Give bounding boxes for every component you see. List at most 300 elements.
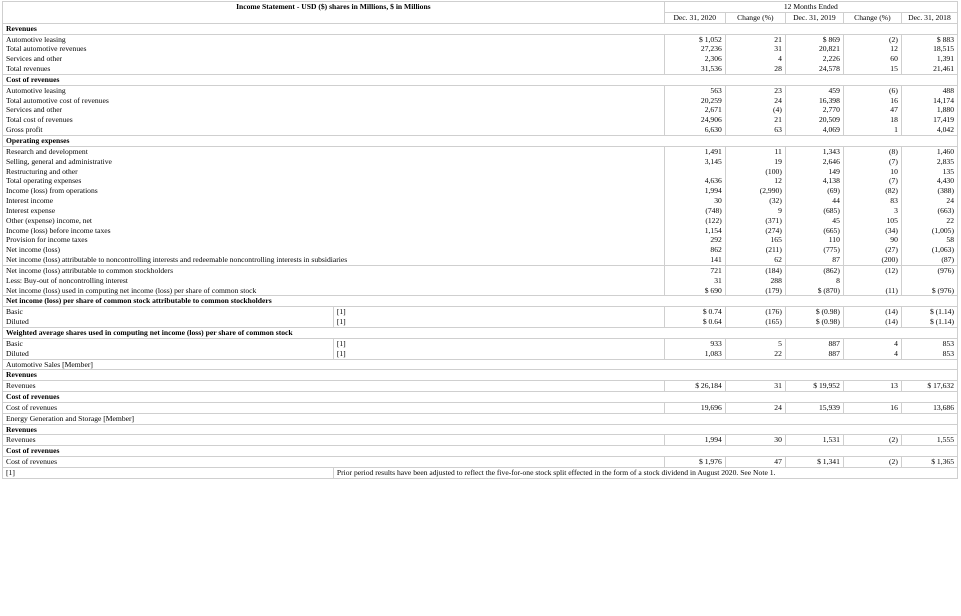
cell-value: $ 1,052 bbox=[699, 34, 722, 44]
section-heading: Cost of revenues bbox=[3, 392, 958, 403]
cell-value: $ (870) bbox=[817, 285, 840, 295]
section-heading: Net income (loss) per share of common stock attributable to common stockholders bbox=[3, 296, 958, 307]
row-labels bbox=[3, 307, 334, 328]
cell-value: (165) bbox=[765, 317, 782, 327]
row-label: Total automotive cost of revenues bbox=[6, 95, 109, 105]
cell-value: 12 bbox=[774, 176, 782, 186]
row-label: Automotive leasing bbox=[6, 85, 66, 95]
table-row bbox=[3, 402, 958, 413]
cell-value: 15 bbox=[890, 64, 898, 74]
value-cell bbox=[843, 402, 901, 413]
row-label: Income (loss) from operations bbox=[6, 186, 98, 196]
section-row bbox=[3, 446, 958, 457]
cell-value: 1,531 bbox=[822, 435, 840, 445]
value-cell bbox=[785, 85, 843, 135]
cell-value: (11) bbox=[885, 285, 898, 295]
cell-value: (4) bbox=[773, 105, 782, 115]
value-cell bbox=[664, 34, 725, 74]
cell-value bbox=[847, 276, 898, 286]
cell-value: 1,460 bbox=[936, 146, 954, 156]
column-header: Dec. 31, 2020 bbox=[664, 12, 725, 23]
cell-value: (32) bbox=[769, 196, 782, 206]
value-cell bbox=[725, 402, 785, 413]
cell-value: 933 bbox=[710, 338, 722, 348]
cell-value: 60 bbox=[890, 54, 898, 64]
cell-value: 149 bbox=[828, 166, 840, 176]
value-cell bbox=[785, 146, 843, 265]
cell-value: (7) bbox=[889, 156, 898, 166]
cell-value: 6,630 bbox=[704, 125, 722, 135]
row-label: Basic bbox=[6, 307, 23, 317]
cell-value: (200) bbox=[881, 255, 898, 265]
cell-value: $ 1,341 bbox=[817, 457, 840, 467]
value-cell bbox=[725, 146, 785, 265]
cell-value: (371) bbox=[765, 215, 782, 225]
cell-value: (1,063) bbox=[931, 245, 954, 255]
cell-value: (8) bbox=[889, 146, 898, 156]
section-row bbox=[3, 413, 958, 424]
cell-value: 4,069 bbox=[822, 125, 840, 135]
cell-value: (2,990) bbox=[759, 186, 782, 196]
cell-value: $ 19,952 bbox=[813, 381, 840, 391]
cell-value: (69) bbox=[827, 186, 840, 196]
value-cell bbox=[843, 381, 901, 392]
row-label: Automotive leasing bbox=[6, 34, 66, 44]
cell-value: 721 bbox=[710, 265, 722, 275]
cell-value: 22 bbox=[946, 215, 954, 225]
section-heading: Operating expenses bbox=[3, 135, 958, 146]
section-row bbox=[3, 328, 958, 339]
cell-value: 4,430 bbox=[936, 176, 954, 186]
cell-value: (748) bbox=[705, 205, 722, 215]
value-cell bbox=[664, 402, 725, 413]
row-label: Net income (loss) attributable to common stockholders bbox=[6, 265, 174, 275]
row-label: Diluted bbox=[6, 317, 29, 327]
row-label: Gross profit bbox=[6, 125, 43, 135]
cell-value: 19,696 bbox=[700, 402, 722, 412]
cell-value: 83 bbox=[890, 196, 898, 206]
value-cell bbox=[901, 34, 957, 74]
section-heading: Weighted average shares used in computing net income (loss) per share of common stock bbox=[3, 328, 958, 339]
cell-value: 1,491 bbox=[704, 146, 722, 156]
cell-value: 853 bbox=[942, 338, 954, 348]
cell-value: $ (1.14) bbox=[929, 317, 954, 327]
cell-value: (665) bbox=[823, 225, 840, 235]
cell-value: (2) bbox=[889, 435, 898, 445]
statement-title: Income Statement - USD ($) shares in Millions, $ in Millions bbox=[3, 2, 665, 24]
section-row bbox=[3, 370, 958, 381]
value-cell bbox=[843, 265, 901, 296]
row-labels bbox=[3, 85, 665, 135]
cell-value bbox=[905, 276, 954, 286]
cell-value: 20,509 bbox=[818, 115, 840, 125]
income-statement-table bbox=[2, 1, 958, 479]
cell-value: 288 bbox=[770, 275, 782, 285]
cell-value: 62 bbox=[774, 255, 782, 265]
cell-value: (27) bbox=[885, 245, 898, 255]
value-cell bbox=[843, 338, 901, 359]
section-heading: Revenues bbox=[3, 23, 958, 34]
row-label: Cost of revenues bbox=[6, 402, 58, 412]
row-labels bbox=[3, 402, 665, 413]
table-row bbox=[3, 307, 958, 328]
cell-value bbox=[668, 167, 722, 177]
cell-value: 135 bbox=[942, 166, 954, 176]
cell-value: 3,145 bbox=[704, 156, 722, 166]
cell-value: $ (0.98) bbox=[815, 307, 840, 317]
cell-value: 563 bbox=[710, 85, 722, 95]
footnote-row bbox=[3, 467, 958, 478]
cell-value: (211) bbox=[765, 245, 782, 255]
cell-value: (663) bbox=[937, 205, 954, 215]
cell-value: 4 bbox=[778, 54, 782, 64]
row-label: Restructuring and other bbox=[6, 166, 78, 176]
table-row bbox=[3, 34, 958, 74]
cell-value: 13,686 bbox=[933, 402, 954, 412]
cell-value: $ (1.14) bbox=[929, 307, 954, 317]
value-cell bbox=[901, 85, 957, 135]
section-row bbox=[3, 424, 958, 435]
cell-value: 45 bbox=[832, 215, 840, 225]
value-cell bbox=[664, 146, 725, 265]
row-labels bbox=[3, 381, 665, 392]
value-cell bbox=[664, 85, 725, 135]
cell-value: 4 bbox=[894, 348, 898, 358]
cell-value: 887 bbox=[828, 348, 840, 358]
cell-value: 5 bbox=[778, 338, 782, 348]
cell-value: 12 bbox=[890, 44, 898, 54]
cell-value: (82) bbox=[885, 186, 898, 196]
value-cell bbox=[843, 307, 901, 328]
column-header: Change (%) bbox=[725, 12, 785, 23]
cell-value: (862) bbox=[823, 265, 840, 275]
row-label: Total cost of revenues bbox=[6, 115, 73, 125]
cell-value: 24,578 bbox=[818, 64, 840, 74]
value-cell bbox=[664, 381, 725, 392]
segment-label: Energy Generation and Storage [Member] bbox=[3, 413, 958, 424]
cell-value: $ 17,632 bbox=[927, 381, 954, 391]
table-row bbox=[3, 381, 958, 392]
cell-value: 4,138 bbox=[822, 176, 840, 186]
value-cell bbox=[664, 338, 725, 359]
cell-value: (176) bbox=[765, 307, 782, 317]
cell-value: 1,994 bbox=[704, 186, 722, 196]
cell-value: 2,306 bbox=[704, 54, 722, 64]
cell-value: 20,821 bbox=[818, 44, 840, 54]
cell-value: 47 bbox=[774, 457, 782, 467]
cell-value: 13 bbox=[890, 381, 898, 391]
cell-value: $ 0.74 bbox=[702, 307, 722, 317]
row-label: Interest expense bbox=[6, 205, 56, 215]
cell-value: 31 bbox=[714, 275, 722, 285]
column-header: Change (%) bbox=[843, 12, 901, 23]
cell-value: 4 bbox=[894, 338, 898, 348]
row-label: Less: Buy-out of noncontrolling interest bbox=[6, 275, 128, 285]
value-cell bbox=[664, 307, 725, 328]
cell-value: 18,515 bbox=[933, 44, 954, 54]
row-label: Total revenues bbox=[6, 64, 51, 74]
row-labels bbox=[3, 146, 665, 265]
row-label: Basic bbox=[6, 338, 23, 348]
table-row bbox=[3, 457, 958, 468]
cell-value: 292 bbox=[710, 235, 722, 245]
value-cell bbox=[785, 435, 843, 446]
cell-value: $ 0.64 bbox=[702, 317, 722, 327]
cell-value: 488 bbox=[942, 85, 954, 95]
cell-value: 1,880 bbox=[936, 105, 954, 115]
table-row bbox=[3, 338, 958, 359]
section-row bbox=[3, 296, 958, 307]
footnote-ref-link[interactable]: [1] bbox=[336, 338, 346, 348]
cell-value: 21 bbox=[774, 34, 782, 44]
cell-value: (976) bbox=[937, 265, 954, 275]
value-cell bbox=[843, 85, 901, 135]
row-label: Revenues bbox=[6, 435, 36, 445]
cell-value: 63 bbox=[774, 125, 782, 135]
value-cell bbox=[901, 265, 957, 296]
value-cell bbox=[664, 435, 725, 446]
cell-value: 11 bbox=[774, 146, 782, 156]
cell-value: $ 26,184 bbox=[695, 381, 722, 391]
cell-value: 459 bbox=[828, 85, 840, 95]
period-group-label: 12 Months Ended bbox=[664, 2, 957, 13]
footnote-ref-cell bbox=[333, 338, 664, 359]
value-cell bbox=[901, 435, 957, 446]
cell-value: 24,906 bbox=[700, 115, 722, 125]
row-label: Net income (loss) used in computing net income (loss) per share of common stock bbox=[6, 285, 257, 295]
cell-value: 4,042 bbox=[936, 125, 954, 135]
cell-value: 87 bbox=[832, 255, 840, 265]
cell-value: 2,226 bbox=[822, 54, 840, 64]
value-cell bbox=[725, 307, 785, 328]
cell-value: (7) bbox=[889, 176, 898, 186]
row-label: Cost of revenues bbox=[6, 457, 58, 467]
cell-value: 20,259 bbox=[700, 95, 722, 105]
cell-value: $ 1,365 bbox=[931, 457, 954, 467]
value-cell bbox=[785, 457, 843, 468]
footnote-ref-link[interactable]: [1] bbox=[336, 317, 346, 327]
cell-value: (388) bbox=[937, 186, 954, 196]
row-label: Net income (loss) bbox=[6, 245, 60, 255]
cell-value: 30 bbox=[774, 435, 782, 445]
cell-value: 19 bbox=[774, 156, 782, 166]
footnote-ref-cell bbox=[333, 307, 664, 328]
footnote-ref-link[interactable]: [1] bbox=[336, 348, 346, 358]
value-cell bbox=[725, 85, 785, 135]
section-row bbox=[3, 23, 958, 34]
footnote-ref-link[interactable]: [1] bbox=[336, 307, 346, 317]
cell-value: 24 bbox=[946, 196, 954, 206]
cell-value: 14,174 bbox=[933, 95, 954, 105]
value-cell bbox=[785, 402, 843, 413]
cell-value: 21 bbox=[774, 115, 782, 125]
cell-value: (184) bbox=[765, 265, 782, 275]
cell-value: 24 bbox=[774, 402, 782, 412]
value-cell bbox=[785, 34, 843, 74]
row-label: Total automotive revenues bbox=[6, 44, 87, 54]
section-heading: Revenues bbox=[3, 370, 958, 381]
row-labels bbox=[3, 34, 665, 74]
cell-value: 16,398 bbox=[818, 95, 840, 105]
value-cell bbox=[843, 34, 901, 74]
cell-value: $ 1,976 bbox=[699, 457, 722, 467]
cell-value: 2,835 bbox=[936, 156, 954, 166]
cell-value: 4,636 bbox=[704, 176, 722, 186]
section-heading: Revenues bbox=[3, 424, 958, 435]
column-header: Dec. 31, 2018 bbox=[901, 12, 957, 23]
table-row bbox=[3, 85, 958, 135]
cell-value: 110 bbox=[828, 235, 840, 245]
cell-value: 1,083 bbox=[704, 348, 722, 358]
cell-value: 1,154 bbox=[704, 225, 722, 235]
row-label: Provision for income taxes bbox=[6, 235, 88, 245]
value-cell bbox=[725, 457, 785, 468]
row-labels bbox=[3, 435, 665, 446]
cell-value: $ 869 bbox=[822, 34, 840, 44]
cell-value: (2) bbox=[889, 34, 898, 44]
row-label: Services and other bbox=[6, 54, 63, 64]
cell-value: 2,646 bbox=[822, 156, 840, 166]
cell-value: $ (0.98) bbox=[815, 317, 840, 327]
cell-value: 18 bbox=[890, 115, 898, 125]
cell-value: 165 bbox=[770, 235, 782, 245]
cell-value: 8 bbox=[836, 275, 840, 285]
cell-value: 47 bbox=[890, 105, 898, 115]
cell-value: 1 bbox=[894, 125, 898, 135]
value-cell bbox=[843, 457, 901, 468]
cell-value: 31 bbox=[774, 381, 782, 391]
cell-value: 27,236 bbox=[700, 44, 722, 54]
cell-value: 2,770 bbox=[822, 105, 840, 115]
cell-value: 22 bbox=[774, 348, 782, 358]
cell-value: (122) bbox=[705, 215, 722, 225]
row-label: Diluted bbox=[6, 348, 29, 358]
cell-value: 2,671 bbox=[704, 105, 722, 115]
cell-value: 16 bbox=[890, 95, 898, 105]
value-cell bbox=[664, 265, 725, 296]
column-header: Dec. 31, 2019 bbox=[785, 12, 843, 23]
cell-value: 1,343 bbox=[822, 146, 840, 156]
value-cell bbox=[725, 34, 785, 74]
section-row bbox=[3, 359, 958, 370]
value-cell bbox=[785, 338, 843, 359]
row-label: Selling, general and administrative bbox=[6, 156, 112, 166]
value-cell bbox=[901, 402, 957, 413]
cell-value: 17,419 bbox=[933, 115, 954, 125]
value-cell bbox=[901, 457, 957, 468]
cell-value: 10 bbox=[890, 166, 898, 176]
row-label: Income (loss) before income taxes bbox=[6, 225, 111, 235]
cell-value: 31 bbox=[774, 44, 782, 54]
cell-value: (1,005) bbox=[931, 225, 954, 235]
cell-value: (34) bbox=[885, 225, 898, 235]
section-row bbox=[3, 135, 958, 146]
cell-value: 21,461 bbox=[933, 64, 954, 74]
cell-value: $ 690 bbox=[704, 285, 722, 295]
row-labels bbox=[3, 457, 665, 468]
cell-value: (6) bbox=[889, 85, 898, 95]
value-cell bbox=[901, 307, 957, 328]
row-label: Research and development bbox=[6, 146, 88, 156]
cell-value: (2) bbox=[889, 457, 898, 467]
cell-value: $ (976) bbox=[931, 285, 954, 295]
cell-value: 16 bbox=[890, 402, 898, 412]
cell-value: (775) bbox=[823, 245, 840, 255]
cell-value: (14) bbox=[885, 307, 898, 317]
value-cell bbox=[725, 338, 785, 359]
table-row bbox=[3, 265, 958, 296]
section-row bbox=[3, 392, 958, 403]
cell-value: 90 bbox=[890, 235, 898, 245]
value-cell bbox=[785, 381, 843, 392]
cell-value: 105 bbox=[886, 215, 898, 225]
footnote-text: Prior period results have been adjusted to reflect the five-for-one stock split effected in the form of a stock dividend in August 2020. See Note 1. bbox=[333, 467, 957, 478]
value-cell bbox=[785, 265, 843, 296]
section-heading: Cost of revenues bbox=[3, 446, 958, 457]
cell-value: 58 bbox=[946, 235, 954, 245]
row-label: Net income (loss) attributable to noncontrolling interests and redeemable noncontrolling interests in subsidiaries bbox=[6, 255, 348, 265]
cell-value: (14) bbox=[885, 317, 898, 327]
row-labels bbox=[3, 338, 334, 359]
cell-value: 3 bbox=[894, 205, 898, 215]
row-label: Total operating expenses bbox=[6, 176, 82, 186]
value-cell bbox=[725, 381, 785, 392]
section-heading: Cost of revenues bbox=[3, 74, 958, 85]
row-label: Interest income bbox=[6, 196, 54, 206]
cell-value: 30 bbox=[714, 196, 722, 206]
cell-value: 1,391 bbox=[936, 54, 954, 64]
cell-value: 9 bbox=[778, 205, 782, 215]
header-row-top bbox=[3, 2, 958, 13]
value-cell bbox=[664, 457, 725, 468]
value-cell bbox=[725, 265, 785, 296]
cell-value: 887 bbox=[828, 338, 840, 348]
value-cell bbox=[901, 381, 957, 392]
cell-value: (274) bbox=[765, 225, 782, 235]
cell-value: $ 883 bbox=[936, 34, 954, 44]
row-label: Revenues bbox=[6, 381, 36, 391]
cell-value: 853 bbox=[942, 348, 954, 358]
cell-value: 24 bbox=[774, 95, 782, 105]
table-row bbox=[3, 146, 958, 265]
value-cell bbox=[901, 338, 957, 359]
cell-value: 141 bbox=[710, 255, 722, 265]
value-cell bbox=[901, 146, 957, 265]
table-row bbox=[3, 435, 958, 446]
value-cell bbox=[843, 146, 901, 265]
cell-value: 862 bbox=[710, 245, 722, 255]
cell-value: (100) bbox=[765, 166, 782, 176]
row-label: Services and other bbox=[6, 105, 63, 115]
cell-value: (685) bbox=[823, 205, 840, 215]
cell-value: (12) bbox=[885, 265, 898, 275]
value-cell bbox=[785, 307, 843, 328]
cell-value: 31,536 bbox=[700, 64, 722, 74]
row-labels bbox=[3, 265, 665, 296]
cell-value: 1,994 bbox=[704, 435, 722, 445]
cell-value: 15,939 bbox=[818, 402, 840, 412]
section-row bbox=[3, 74, 958, 85]
cell-value: (179) bbox=[765, 285, 782, 295]
cell-value: 23 bbox=[774, 85, 782, 95]
value-cell bbox=[843, 435, 901, 446]
cell-value: 44 bbox=[832, 196, 840, 206]
value-cell bbox=[725, 435, 785, 446]
row-label: Other (expense) income, net bbox=[6, 215, 93, 225]
cell-value: 28 bbox=[774, 64, 782, 74]
cell-value: (87) bbox=[941, 255, 954, 265]
footnote-ref: [1] bbox=[3, 467, 334, 478]
